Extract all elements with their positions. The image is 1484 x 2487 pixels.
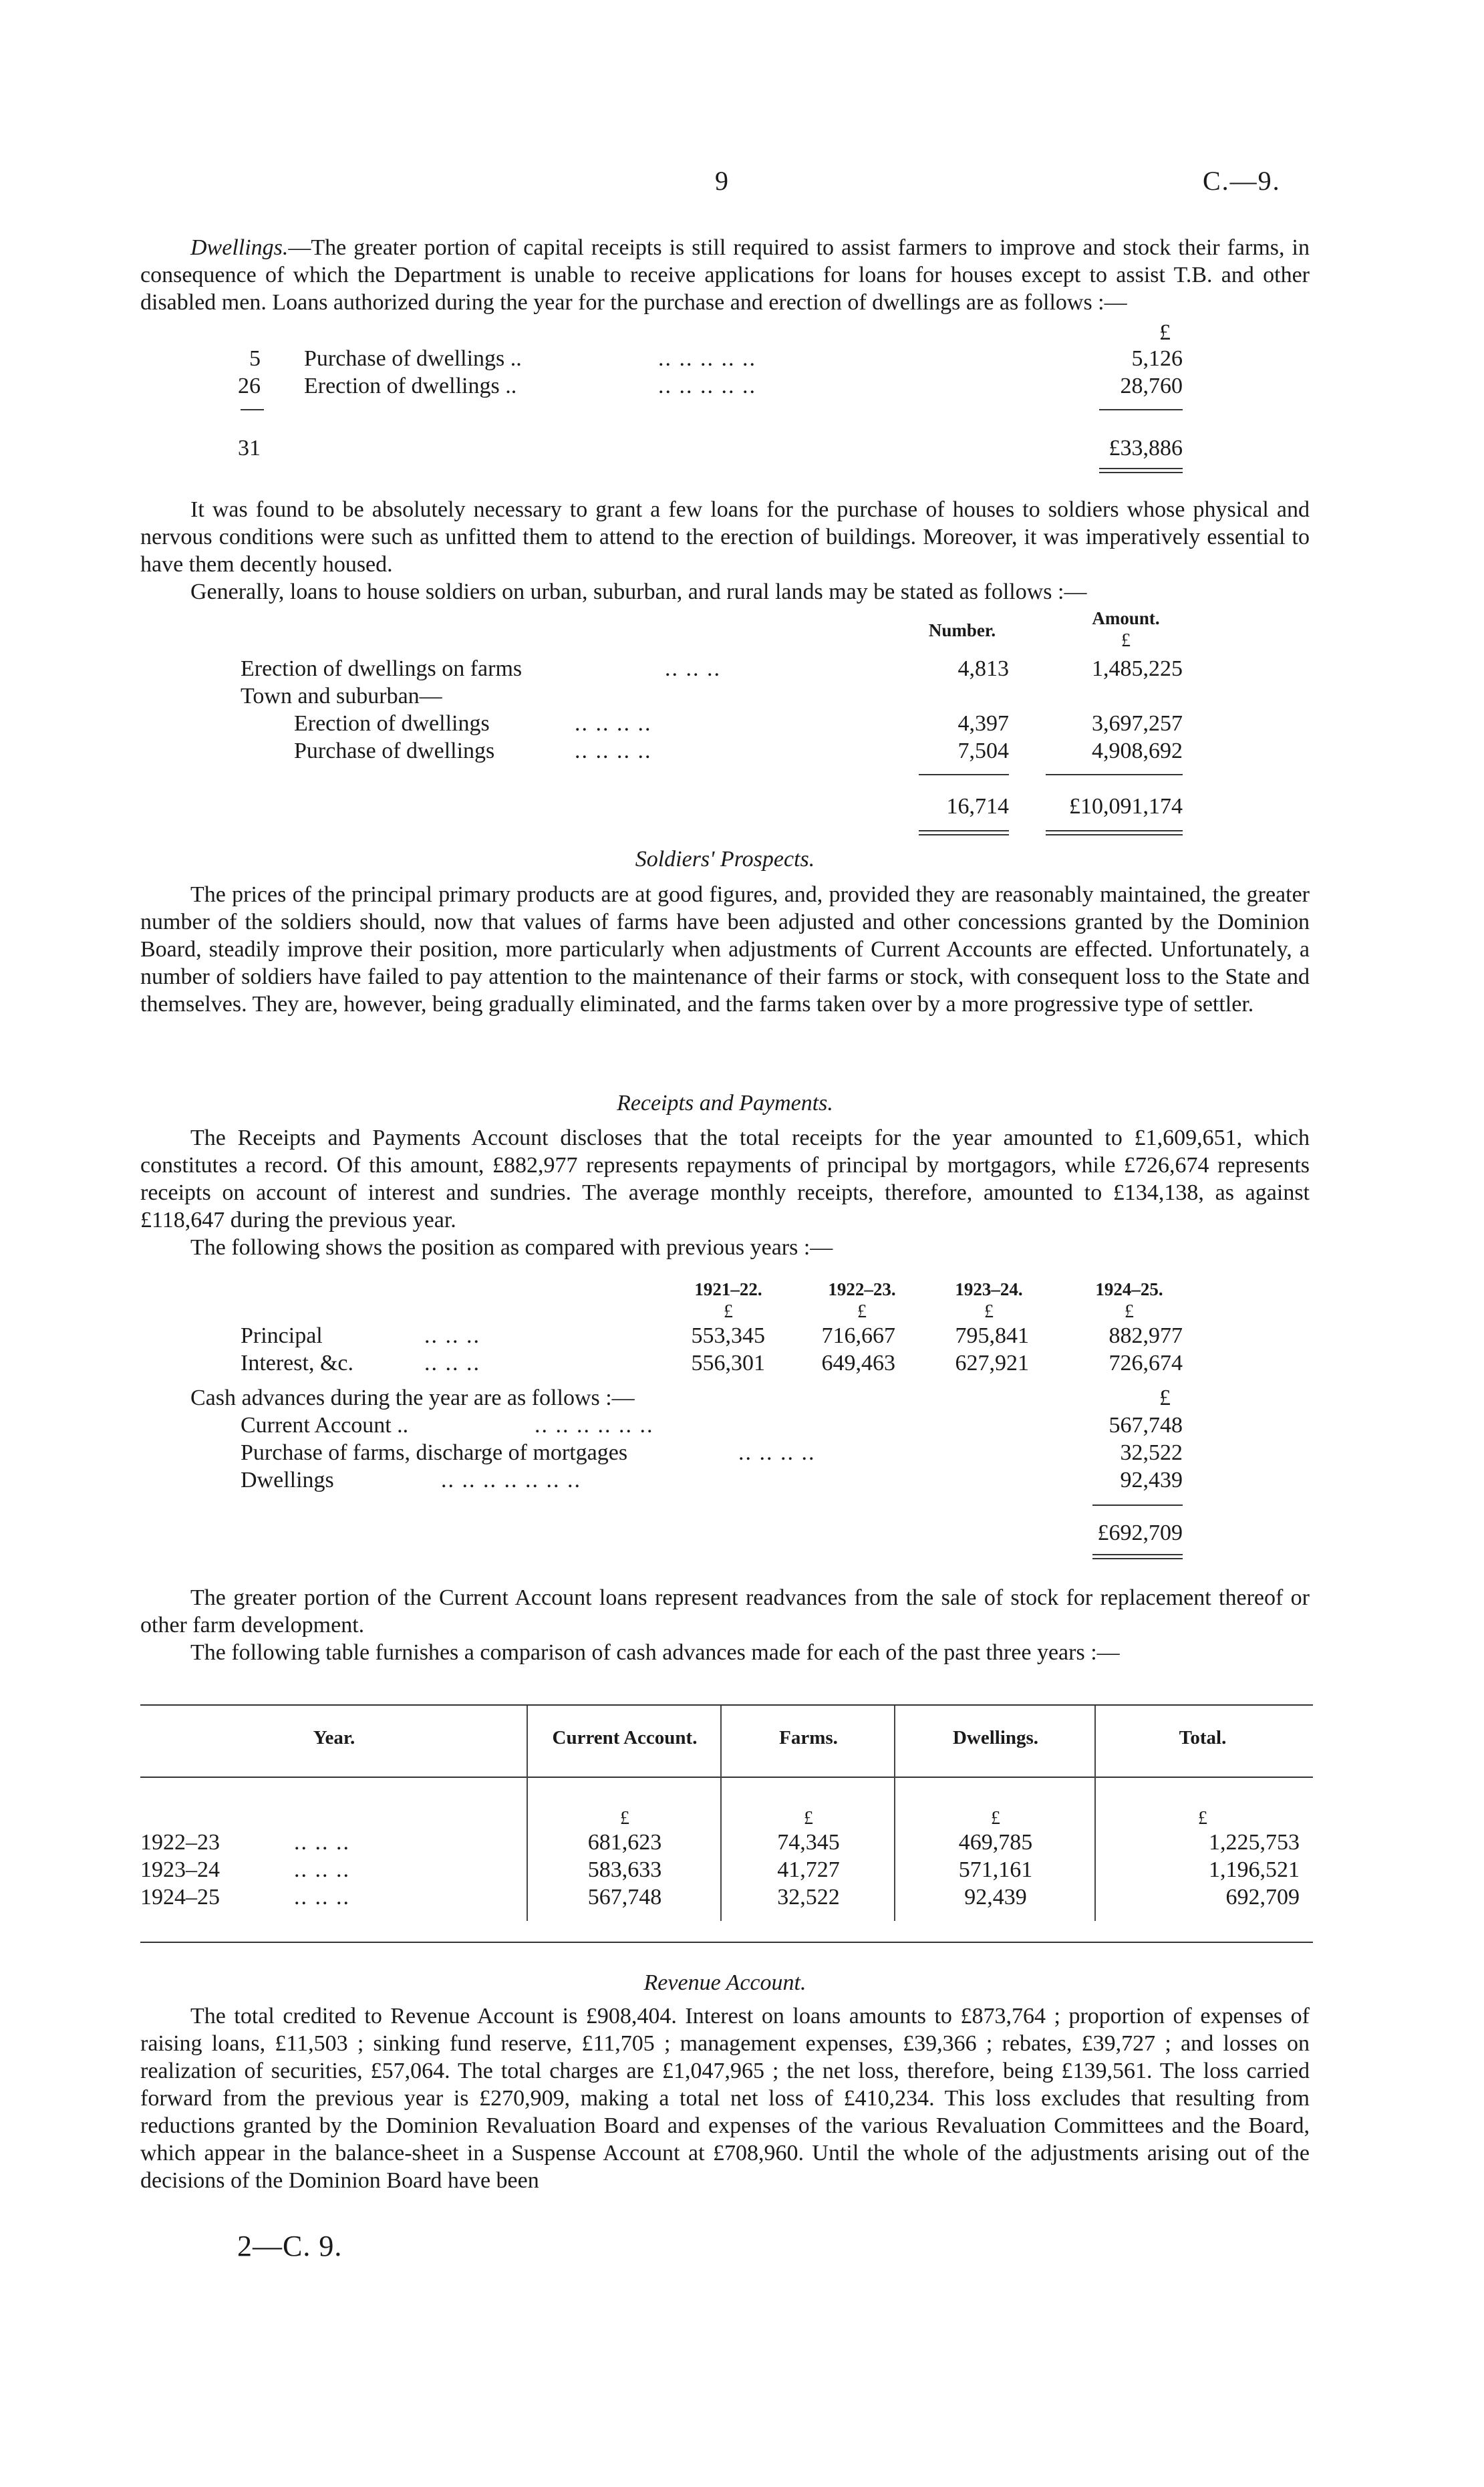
summary-amount: 1,485,225 [1092, 656, 1183, 681]
advances-total: £692,709 [1097, 1521, 1183, 1545]
table-cell-dwellings: 92,439 [964, 1885, 1027, 1910]
current-account-paragraph: The greater portion of the Current Account loans represent readvances from the sale of stock for replacement thereof or other farm development. [140, 1585, 1310, 1638]
page-number: 9 [715, 166, 728, 196]
leader-dots: .. .. .. .. .. [658, 374, 756, 398]
column-header-amount: Amount. [1092, 608, 1160, 628]
year-header: 1923–24. [955, 1279, 1023, 1299]
leader-dots: .. .. .. [294, 1830, 350, 1855]
leader-dots: .. .. .. [424, 1351, 480, 1376]
year-header: 1924–25. [1095, 1279, 1163, 1299]
unit-label: £ [991, 1808, 1000, 1829]
leader-dots: .. .. .. [294, 1857, 350, 1882]
advance-label: Current Account .. [241, 1413, 409, 1438]
dwellings-heading: Dwellings. [190, 235, 289, 260]
unit-label: £ [804, 1808, 813, 1829]
table-cell-total: 1,225,753 [1209, 1830, 1300, 1855]
leader-dots: .. .. .. .. [575, 711, 652, 736]
table-cell-current: 681,623 [587, 1830, 662, 1855]
leader-dots: .. .. .. .. .. .. .. [441, 1468, 581, 1492]
advance-label: Purchase of farms, discharge of mortgages [241, 1440, 628, 1465]
loan-total-amount: £33,886 [1108, 436, 1183, 461]
row-value: 649,463 [821, 1351, 895, 1376]
total-rule [919, 774, 1009, 775]
year-header: 1922–23. [828, 1279, 896, 1299]
year-header: 1921–22. [694, 1279, 762, 1299]
table-cell-farms: 32,522 [777, 1885, 840, 1910]
advance-amount: 92,439 [1120, 1468, 1183, 1492]
table-cell-total: 692,709 [1225, 1885, 1300, 1910]
row-value: 556,301 [691, 1351, 765, 1376]
table-row-year: 1922–23 [140, 1830, 220, 1855]
leader-dots: .. .. .. [665, 656, 721, 681]
advance-label: Dwellings [241, 1468, 334, 1492]
double-rule [1046, 834, 1183, 835]
table-header-year: Year. [313, 1727, 355, 1748]
housing-summary-intro: Generally, loans to house soldiers on urban, suburban, and rural lands may be stated as follows :— [190, 579, 1087, 604]
loan-total-count: 31 [238, 436, 261, 461]
dwellings-paragraph [140, 234, 1310, 316]
unit-label: £ [1125, 1301, 1134, 1322]
leader-dots: .. .. .. [294, 1885, 350, 1910]
leader-dots: .. .. .. .. .. [658, 346, 756, 371]
loan-count: 26 [238, 374, 261, 398]
summary-total-amount: £10,091,174 [1069, 794, 1183, 819]
unit-label: £ [724, 1301, 733, 1322]
section-heading-receipts: Receipts and Payments. [617, 1091, 833, 1116]
prospects-paragraph: The prices of the principal primary products are at good figures, and, provided they are reasonably maintained, the greater number of the soldiers should, now that values of farms have been adjusted and other concessions granted by the Dominion Board, steadily improve their position, more particularly when adjustments of Current Accounts are effected. Unfortunately, a number of soldiers have failed to pay attention to the maintenance of their farms or stock, with consequent loss to the State and themselves. They are, however, being gradually eliminated, and the farms taken over by a more progressive type of settler. [140, 882, 1310, 1017]
table-header-rule [140, 1777, 1313, 1778]
double-rule [1092, 1554, 1183, 1555]
loan-amount: 28,760 [1120, 374, 1183, 398]
signature-mark: 2—C. 9. [237, 2230, 343, 2262]
dwellings-currency-symbol: £ [1159, 320, 1171, 345]
leader-dots: .. .. .. [424, 1323, 480, 1348]
table-cell-dwellings: 571,161 [958, 1857, 1033, 1882]
summary-label: Town and suburban— [241, 684, 442, 708]
comparison-intro: The following shows the position as compared with previous years :— [190, 1235, 833, 1260]
table-cell-current: 567,748 [587, 1885, 662, 1910]
double-rule [1099, 468, 1183, 469]
section-heading-revenue: Revenue Account. [643, 1970, 806, 1995]
double-rule [1099, 472, 1183, 473]
summary-amount: 3,697,257 [1092, 711, 1183, 736]
table-header-total: Total. [1179, 1727, 1227, 1748]
summary-label: Erection of dwellings on farms [241, 656, 523, 681]
advances-intro: Cash advances during the year are as follows :— [190, 1386, 635, 1410]
loan-label: Erection of dwellings .. [304, 374, 517, 398]
table-row-year: 1924–25 [140, 1885, 220, 1910]
table-cell-dwellings: 469,785 [958, 1830, 1033, 1855]
table-row-year: 1923–24 [140, 1857, 220, 1882]
table-cell-farms: 74,345 [777, 1830, 840, 1855]
total-rule [1092, 1504, 1183, 1506]
table-top-rule [140, 1704, 1313, 1706]
summary-label: Purchase of dwellings [294, 739, 495, 763]
summary-number: 4,813 [957, 656, 1009, 681]
leader-dots: .. .. .. .. [738, 1440, 816, 1465]
row-label: Interest, &c. [241, 1351, 353, 1376]
document-code: C.—9. [1203, 166, 1281, 196]
summary-number: 7,504 [957, 739, 1009, 763]
unit-label: £ [620, 1808, 629, 1829]
table-cell-current: 583,633 [587, 1857, 662, 1882]
loan-label: Purchase of dwellings .. [304, 346, 522, 371]
double-rule [919, 830, 1009, 831]
summary-number: 4,397 [957, 711, 1009, 736]
table-cell-farms: 41,727 [777, 1857, 840, 1882]
section-heading-prospects: Soldiers' Prospects. [635, 847, 815, 872]
advance-amount: 567,748 [1108, 1413, 1183, 1438]
row-value: 795,841 [955, 1323, 1029, 1348]
column-unit: £ [1121, 630, 1131, 651]
dwellings-intro: —The greater portion of capital receipts is still required to assist farmers to improve and stock their farms, in consequence of which the Department is unable to receive applications for loans for houses except to assist T.B. and other disabled men. Loans authorized during the year for the purchase and erection of dwellings are as follows :— [140, 235, 1310, 315]
row-label: Principal [241, 1323, 323, 1348]
row-value: 627,921 [955, 1351, 1029, 1376]
table-header-current-account: Current Account. [552, 1727, 698, 1748]
leader-dots: .. .. .. .. .. .. [535, 1413, 654, 1438]
table-bottom-rule [140, 1942, 1313, 1943]
row-value: 716,667 [821, 1323, 895, 1348]
column-header-number: Number. [928, 620, 996, 640]
table-header-dwellings: Dwellings. [952, 1727, 1039, 1748]
double-rule [919, 834, 1009, 835]
summary-label: Erection of dwellings [294, 711, 490, 736]
receipts-paragraph: The Receipts and Payments Account discloses that the total receipts for the year amounted to £1,609,651, which constitutes a record. Of this amount, £882,977 represents repayments of principal by mortgagors, while £726,674 represents receipts on account of interest and sundries. The average monthly receipts, therefore, amounted to £134,138, as against £118,647 during the previous year. [140, 1126, 1310, 1232]
loan-count: 5 [249, 346, 261, 371]
table-intro-paragraph: The following table furnishes a comparison of cash advances made for each of the past three years :— [190, 1640, 1120, 1665]
total-rule [1046, 774, 1183, 775]
row-value: 882,977 [1108, 1323, 1183, 1348]
row-value: 726,674 [1108, 1351, 1183, 1376]
table-cell-total: 1,196,521 [1209, 1857, 1300, 1882]
summary-amount: 4,908,692 [1092, 739, 1183, 763]
advances-unit: £ [1159, 1386, 1171, 1410]
unit-label: £ [857, 1301, 867, 1322]
loan-amount: 5,126 [1131, 346, 1183, 371]
unit-label: £ [984, 1301, 994, 1322]
revenue-paragraph: The total credited to Revenue Account is £908,404. Interest on loans amounts to £873,764 ; proportion of expenses of raising loans, £11,503 ; sinking fund reserve, £11,705 ; management expenses, £39,366 ; rebates, £39,727 ; and losses on realization of securities, £57,064. The total charges are £1,047,965 ; the net loss, therefore, being £139,561. The loss carried forward from the previous year is £270,909, making a total net loss of £410,234. This loss excludes that resulting from reductions granted by the Dominion Revaluation Board and expenses of the various Revaluation Committees and the Board, which appear in the balance-sheet in a Suspense Account at £708,960. Until the whole of the adjustments arising out of the decisions of the Dominion Board have been [140, 2004, 1310, 2193]
leader-dots: .. .. .. .. [575, 739, 652, 763]
advance-amount: 32,522 [1120, 1440, 1183, 1465]
double-rule [1046, 830, 1183, 831]
housing-paragraph: It was found to be absolutely necessary to grant a few loans for the purchase of houses to soldiers whose physical and nervous conditions were such as unfitted them to attend to the erection of buildings. Moreover, it was imperatively essential to have them decently housed. [140, 497, 1310, 577]
row-value: 553,345 [691, 1323, 765, 1348]
double-rule [1092, 1558, 1183, 1559]
total-rule [241, 409, 264, 410]
summary-total-number: 16,714 [946, 794, 1009, 819]
unit-label: £ [1198, 1808, 1207, 1829]
total-rule [1099, 409, 1183, 410]
table-header-farms: Farms. [779, 1727, 838, 1748]
